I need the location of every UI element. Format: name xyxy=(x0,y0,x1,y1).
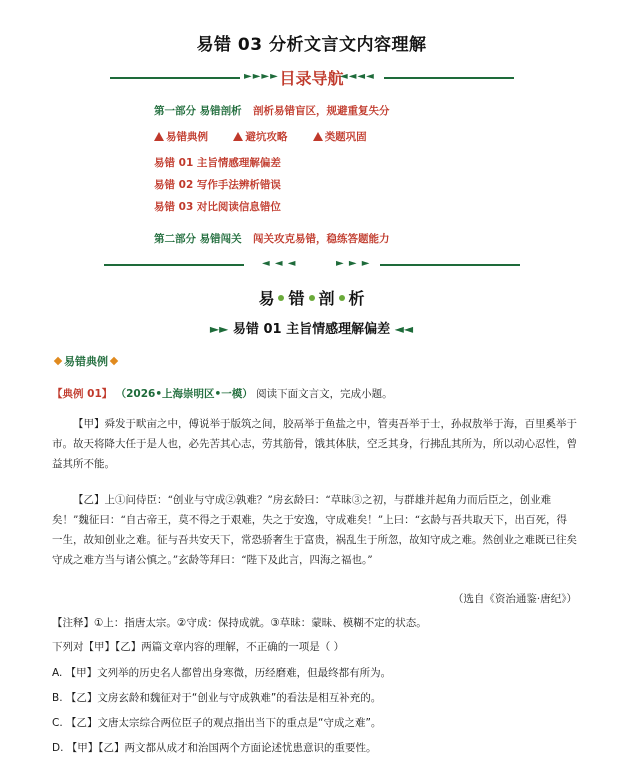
nav-arrows-left: ►►►► xyxy=(244,71,279,82)
passage-jia: 【甲】舜发于畎亩之中，傅说举于版筑之间，胶鬲举于鱼盐之中，管夷吾举于士，孙叔敖举于海，百里奚举于市。故天将降大任于是人也，必先苦其心志，劳其筋骨，饿其体肤，空乏其身，行拂乱其所为，所以动心忍性，曾益其所不能。 xyxy=(52,418,577,470)
nav-line-right xyxy=(384,77,514,79)
dot-icon xyxy=(309,295,315,301)
toc-divider xyxy=(0,258,623,272)
passage-citation: （选自《资治通鉴·唐纪》） xyxy=(452,593,577,605)
option-a[interactable]: A. 【甲】文列举的历史名人都曾出身寒微，历经磨难，但最终都有所为。 xyxy=(52,667,392,679)
toc-item-2[interactable]: 易错 02 写作手法辨析错误 xyxy=(154,179,281,191)
example-label: 易错典例 xyxy=(52,353,120,369)
toc-part2-label: 第二部分 易错闯关 xyxy=(154,233,242,245)
nav-arrows-right: ◄◄◄◄ xyxy=(340,71,375,82)
dot-icon xyxy=(339,295,345,301)
option-d[interactable]: D. 【甲】【乙】两文都从成才和治国两个方面论述忧患意识的重要性。 xyxy=(52,742,377,754)
passage-yi: 【乙】上①问侍臣：“创业与守成②孰难？”房玄龄曰：“草昧③之初，与群雄并起角力而后臣之，创业难矣！”魏征曰：“自古帝王，莫不得之于艰难，失之于安逸，守成难矣！”上曰：“玄龄与吾共取天下，出百死，得一生，故知创业之难。征与吾共安天下，常恐骄奢生于富贵，祸乱生于所忽，故知守成之难。然创业之难既已往矣守成之难方当与诸公慎之。”玄龄等拜曰：“陛下及此言，四海之福也。” xyxy=(52,494,577,566)
toc-tab-examples[interactable]: 易错典例 xyxy=(154,131,208,143)
annotation-note: 【注释】①上：指唐太宗。②守成：保持成就。③草昧：蒙昧、模糊不定的状态。 xyxy=(52,617,427,629)
option-c[interactable]: C. 【乙】文唐太宗综合两位臣子的观点指出当下的重点是“守成之难”。 xyxy=(52,717,382,729)
sub-title: 易错 01 主旨情感理解偏差 xyxy=(232,322,391,337)
question-stem: 下列对【甲】【乙】两篇文章内容的理解，不正确的一项是（ ） xyxy=(52,641,345,653)
example-tag: 【典例 01】 xyxy=(52,388,113,400)
sub-arrows-left: ►► xyxy=(209,322,229,336)
toc-part1-label: 第一部分 易错剖析 xyxy=(154,105,242,117)
toc-part2-desc: 闯关攻克易错，稳练答题能力 xyxy=(253,233,390,245)
divider-arrows-left: ◄ ◄ ◄ xyxy=(262,258,297,269)
toc-nav-header xyxy=(0,66,623,90)
page-title: 易错 03 分析文言文内容理解 xyxy=(196,35,427,55)
diamond-icon xyxy=(54,357,62,365)
warning-icon xyxy=(233,132,243,141)
example-source: （2026•上海崇明区•一模） xyxy=(115,388,253,400)
toc-tab-practice[interactable]: 类题巩固 xyxy=(313,131,367,143)
subsection-heading xyxy=(0,318,623,337)
nav-title: 目录导航 xyxy=(279,69,344,88)
example-header xyxy=(52,385,577,404)
divider-arrows-right: ► ► ► xyxy=(336,258,371,269)
toc-part2 xyxy=(154,231,390,246)
toc-part1-desc: 剖析易错盲区，规避重复失分 xyxy=(253,105,390,117)
toc-part1 xyxy=(154,103,390,118)
toc-item-1[interactable]: 易错 01 主旨情感理解偏差 xyxy=(154,157,281,169)
section-heading: 易 错 剖 析 xyxy=(258,289,365,308)
dot-icon xyxy=(278,295,284,301)
warning-icon xyxy=(313,132,323,141)
diamond-icon xyxy=(110,357,118,365)
warning-icon xyxy=(154,132,164,141)
divider-line-left xyxy=(104,264,244,266)
option-b[interactable]: B. 【乙】文房玄龄和魏征对于“创业与守成孰难”的看法是相互补充的。 xyxy=(52,692,382,704)
toc-tabs xyxy=(154,129,367,144)
sub-arrows-right: ◄◄ xyxy=(394,322,414,336)
toc-item-3[interactable]: 易错 03 对比阅读信息错位 xyxy=(154,201,281,213)
example-instruction: 阅读下面文言文，完成小题。 xyxy=(256,388,393,400)
divider-line-right xyxy=(380,264,520,266)
toc-tab-strategy[interactable]: 避坑攻略 xyxy=(233,131,287,143)
